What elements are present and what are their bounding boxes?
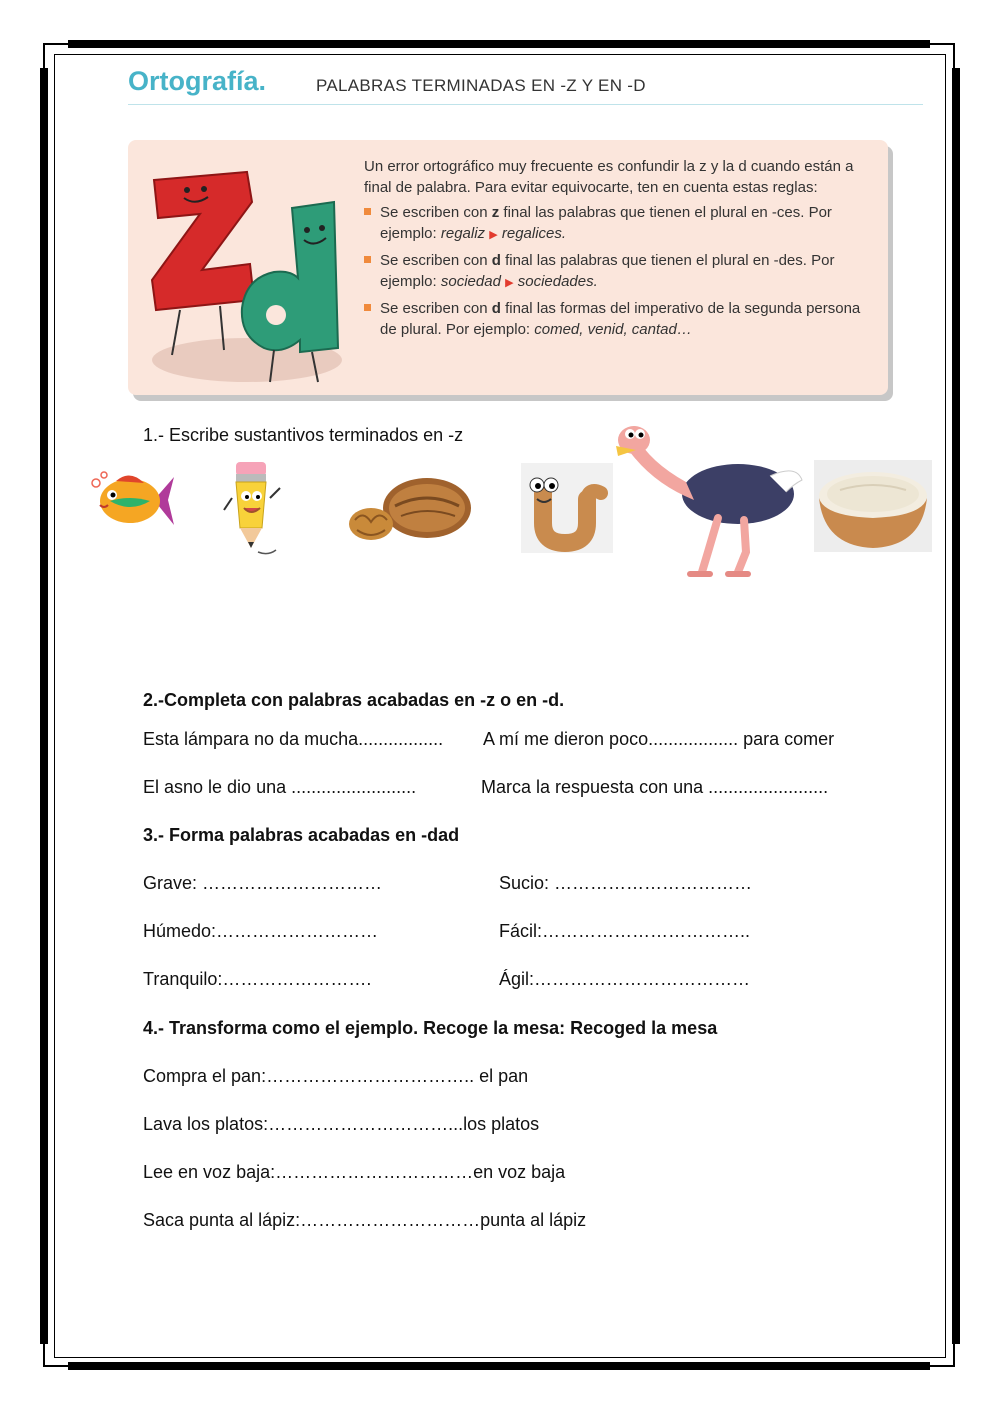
exercise-3-title: 3.- Forma palabras acabadas en -dad: [143, 825, 460, 845]
z-and-d-letters-illustration: [142, 160, 352, 390]
exercise-3-item-left: Grave: …………………………: [143, 873, 383, 893]
example-plural: regalices.: [501, 225, 567, 242]
example-word: sociedad: [440, 273, 501, 290]
page-border-top: [68, 40, 930, 48]
exercise-3-item-left: Tranquilo:…………………….: [143, 969, 372, 989]
header-title: Ortografía.: [128, 66, 267, 96]
rule-item-d-plural: Se escriben con d final las palabras que tienen el plural en -des. Por ejemplo: sociedad ▶ sociedades.: [364, 250, 864, 294]
bullet-square-icon: [364, 256, 371, 263]
example-plural: sociedades.: [517, 273, 598, 290]
exercise-4-title: 4.- Transforma como el ejemplo. Recoge la mesa: Recoged la mesa: [143, 1018, 718, 1038]
rule-item-d-imperative: Se escriben con d final las formas del imperativo de la segunda persona de plural. Por ejemplo: comed, venid, cantad…: [364, 298, 864, 340]
section-header: [128, 66, 923, 105]
arrow-right-icon: ▶: [505, 277, 514, 289]
bullet-square-icon: [364, 208, 371, 215]
exercise-2-line-2a: El asno le dio una .........................: [143, 777, 417, 797]
page-border-right: [952, 68, 960, 1344]
worm-picture: [521, 463, 613, 553]
ostrich-picture: [610, 422, 805, 580]
example-words: comed, venid, cantad…: [534, 321, 692, 338]
rules-intro: Un error ortográfico muy frecuente es confundir la z y la d cuando están a final de palabra. Para evitar equivocarte, ten en cuenta estas reglas:: [364, 158, 854, 196]
rice-bowl-picture: [814, 460, 932, 552]
exercise-3-item-right: Ágil:………………………………: [499, 969, 751, 989]
page-border-bottom: [68, 1362, 930, 1370]
page-border-left: [40, 68, 48, 1344]
exercise-3-item-right: Fácil:……………………………..: [499, 921, 751, 941]
exercise-2-title: 2.-Completa con palabras acabadas en -z o en -d.: [143, 690, 565, 710]
exercise-2-line-1a: Esta lámpara no da mucha.................: [143, 729, 444, 749]
exercise-2-line-1b: A mí me dieron poco.................. para comer: [483, 729, 835, 749]
pencil-picture: [218, 458, 288, 562]
rules-list: [364, 202, 864, 340]
exercise-4-item: Compra el pan:…………………………….. el pan: [143, 1066, 529, 1086]
rules-text: [364, 156, 864, 344]
walnut-picture: [345, 470, 475, 550]
arrow-right-icon: ▶: [489, 229, 498, 241]
exercise-1-title: 1.- Escribe sustantivos terminados en -z: [143, 425, 464, 445]
rules-box: [128, 140, 888, 395]
rule-item-z: Se escriben con z final las palabras que tienen el plural en -ces. Por ejemplo: regaliz ▶ regalices.: [364, 202, 864, 246]
bullet-square-icon: [364, 304, 371, 311]
header-subtitle: PALABRAS TERMINADAS EN -Z Y EN -D: [316, 76, 646, 95]
exercise-4-item: Lee en voz baja:……………………………en voz baja: [143, 1162, 566, 1182]
exercise-3-item-left: Húmedo:………………………: [143, 921, 379, 941]
example-word: regaliz: [440, 225, 486, 242]
exercise-4-item: Saca punta al lápiz:…………………………punta al lápiz: [143, 1210, 587, 1230]
fish-picture: [86, 465, 176, 535]
exercise-4-item: Lava los platos:…………………………...los platos: [143, 1114, 540, 1134]
exercise-3-item-right: Sucio: ……………………………: [499, 873, 753, 893]
exercise-2-line-2b: Marca la respuesta con una ........................: [481, 777, 829, 797]
